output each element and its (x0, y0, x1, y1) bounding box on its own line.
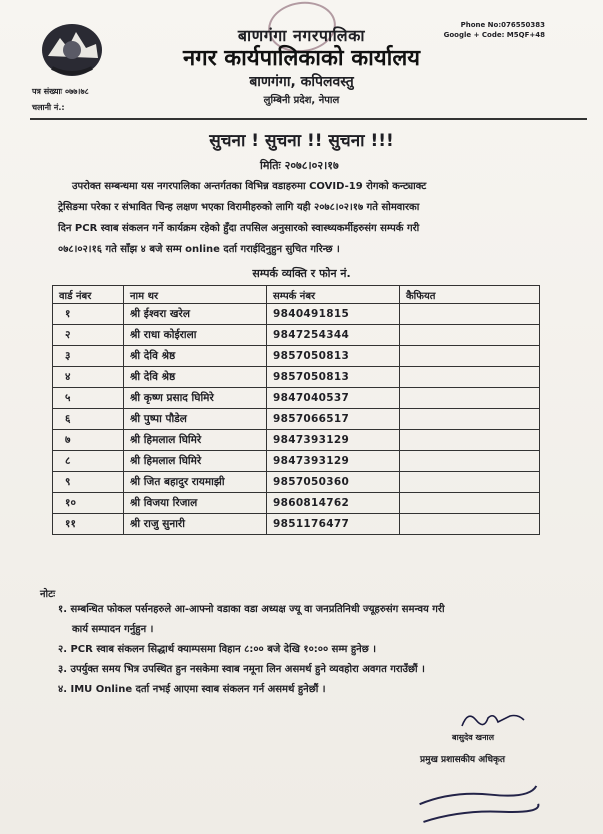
note-3: ३. उपर्युक्त समय भित्र उपस्थित हुन नसकेमा स्वाब नमूना लिन असमर्थ हुने व्यवहोरा अवगत गराउँछौं । (58, 664, 425, 675)
ward-cell: ५ (53, 388, 124, 409)
name-cell: श्री ईश्वरा खरेल (124, 304, 267, 325)
remark-cell (400, 409, 540, 430)
ward-cell: १० (53, 493, 124, 514)
table-row (53, 451, 540, 472)
name-cell: श्री देवि श्रेष्ठ (124, 367, 267, 388)
ward-cell: ६ (53, 409, 124, 430)
dispatch-number: चलानी नं.: (32, 103, 65, 112)
remark-cell (400, 514, 540, 535)
name-cell: श्री जित बहादुर रायमाझी (124, 472, 267, 493)
signer-name: बासुदेव खनाल (452, 733, 495, 742)
remark-cell (400, 388, 540, 409)
table-row (53, 367, 540, 388)
notice-body (58, 176, 570, 260)
office-name: नगर कार्यपालिकाको कार्यालय (183, 46, 420, 71)
remark-cell (400, 367, 540, 388)
remark-cell (400, 493, 540, 514)
table-row (53, 409, 540, 430)
ward-cell: १ (53, 304, 124, 325)
ward-cell: २ (53, 325, 124, 346)
contact-table (52, 285, 540, 535)
phone-cell: 9857050813 (267, 367, 400, 388)
remark-cell (400, 430, 540, 451)
ward-cell: ४ (53, 367, 124, 388)
table-row (53, 304, 540, 325)
notice-line-4: ०७८।०२।१६ गते साँझ ४ बजे सम्म online दर्ता गराईदिनुहुन सुचित गरिन्छ । (58, 244, 340, 255)
signer-title: प्रमुख प्रशासकीय अधिकृत (420, 755, 506, 765)
phone-cell: 9857050360 (267, 472, 400, 493)
name-cell: श्री हिमलाल घिमिरे (124, 430, 267, 451)
office-place: बाणगंगा, कपिलवस्तु (249, 74, 354, 90)
header-name: नाम थर (124, 286, 267, 304)
notice-line-3: दिन PCR स्वाब संकलन गर्ने कार्यक्रम रहेको हुँदा तपसिल अनुसारको स्वास्थ्यकर्मीहरुसंग सम्पर्क गरी (58, 223, 420, 234)
ward-cell: ८ (53, 451, 124, 472)
notice-line-1: उपरोक्त सम्बन्धमा यस नगरपालिका अन्तर्गतका विभिन्न वडाहरुमा COVID-19 रोगको कन्ट्याक्ट (72, 181, 427, 192)
note-4: ४. IMU Online दर्ता नभई आएमा स्वाब संकलन गर्न असमर्थ हुनेछौं । (58, 684, 326, 695)
header-ward: वार्ड नंबर (53, 286, 124, 304)
name-cell: श्री पुष्पा पौडेल (124, 409, 267, 430)
phone-cell: 9847393129 (267, 430, 400, 451)
table-row (53, 430, 540, 451)
table-row (53, 472, 540, 493)
phone-cell: 9847254344 (267, 325, 400, 346)
notice-title: सुचना ! सुचना !! सुचना !!! (209, 131, 394, 151)
table-row (53, 493, 540, 514)
phone-cell: 9857066517 (267, 409, 400, 430)
notice-date: मितिः २०७८।०२।१७ (260, 159, 339, 172)
name-cell: श्री कृष्ण प्रसाद घिमिरे (124, 388, 267, 409)
phone-cell: 9840491815 (267, 304, 400, 325)
table-row (53, 388, 540, 409)
municipality-name: बाणगंगा नगरपालिका (237, 26, 366, 45)
letter-number: पत्र संख्याः ०७७।७८ (32, 87, 89, 96)
name-cell: श्री राधा कोईराला (124, 325, 267, 346)
table-row (53, 346, 540, 367)
table-row (53, 325, 540, 346)
name-cell: श्री राजु सुनारी (124, 514, 267, 535)
google-code: Google + Code: M5QF+48 (443, 31, 545, 39)
note-2: २. PCR स्वाब संकलन सिद्धार्थ क्याम्पसमा विहान ८:०० बजे देखि १०:०० सम्म हुनेछ । (58, 644, 377, 655)
note-1: १. सम्बन्धित फोकल पर्सनहरुले आ-आफ्नो वडाका वडा अध्यक्ष ज्यू वा जनप्रतिनिधी ज्यूहरुसंग समन्वय गरी (58, 604, 445, 615)
ward-cell: ३ (53, 346, 124, 367)
ward-cell: ७ (53, 430, 124, 451)
signature-scribble (458, 706, 528, 732)
ward-cell: ११ (53, 514, 124, 535)
signature-stamp (414, 782, 544, 828)
phone-cell: 9847393129 (267, 451, 400, 472)
remark-cell (400, 451, 540, 472)
name-cell: श्री देवि श्रेष्ठ (124, 346, 267, 367)
phone-number: Phone No:076550383 (460, 21, 545, 29)
remark-cell (400, 346, 540, 367)
contact-info (444, 20, 545, 40)
ward-cell: ९ (53, 472, 124, 493)
header-remark: कैफियत (400, 286, 540, 304)
notes-label: नोटः (40, 589, 56, 600)
remark-cell (400, 304, 540, 325)
name-cell: श्री विजया रिजाल (124, 493, 267, 514)
table-row (53, 514, 540, 535)
note-1-continued: कार्य सम्पादन गर्नुहुन । (72, 624, 154, 635)
table-header-row (53, 286, 540, 304)
remark-cell (400, 325, 540, 346)
phone-cell: 9860814762 (267, 493, 400, 514)
phone-cell: 9857050813 (267, 346, 400, 367)
header-phone: सम्पर्क नंबर (267, 286, 400, 304)
notice-line-2: ट्रेसिङमा परेका र संभावित चिन्ह लक्षण भएका विरामीहरुको लागि यही २०७८।०२।१७ गते सोमवारका (58, 202, 420, 213)
phone-cell: 9851176477 (267, 514, 400, 535)
phone-cell: 9847040537 (267, 388, 400, 409)
name-cell: श्री हिमलाल घिमिरे (124, 451, 267, 472)
province: लुम्बिनी प्रदेश, नेपाल (263, 95, 340, 106)
remark-cell (400, 472, 540, 493)
notes-list (58, 600, 570, 700)
table-caption: सम्पर्क व्यक्ति र फोन नं. (252, 267, 351, 280)
header-divider (30, 118, 587, 120)
